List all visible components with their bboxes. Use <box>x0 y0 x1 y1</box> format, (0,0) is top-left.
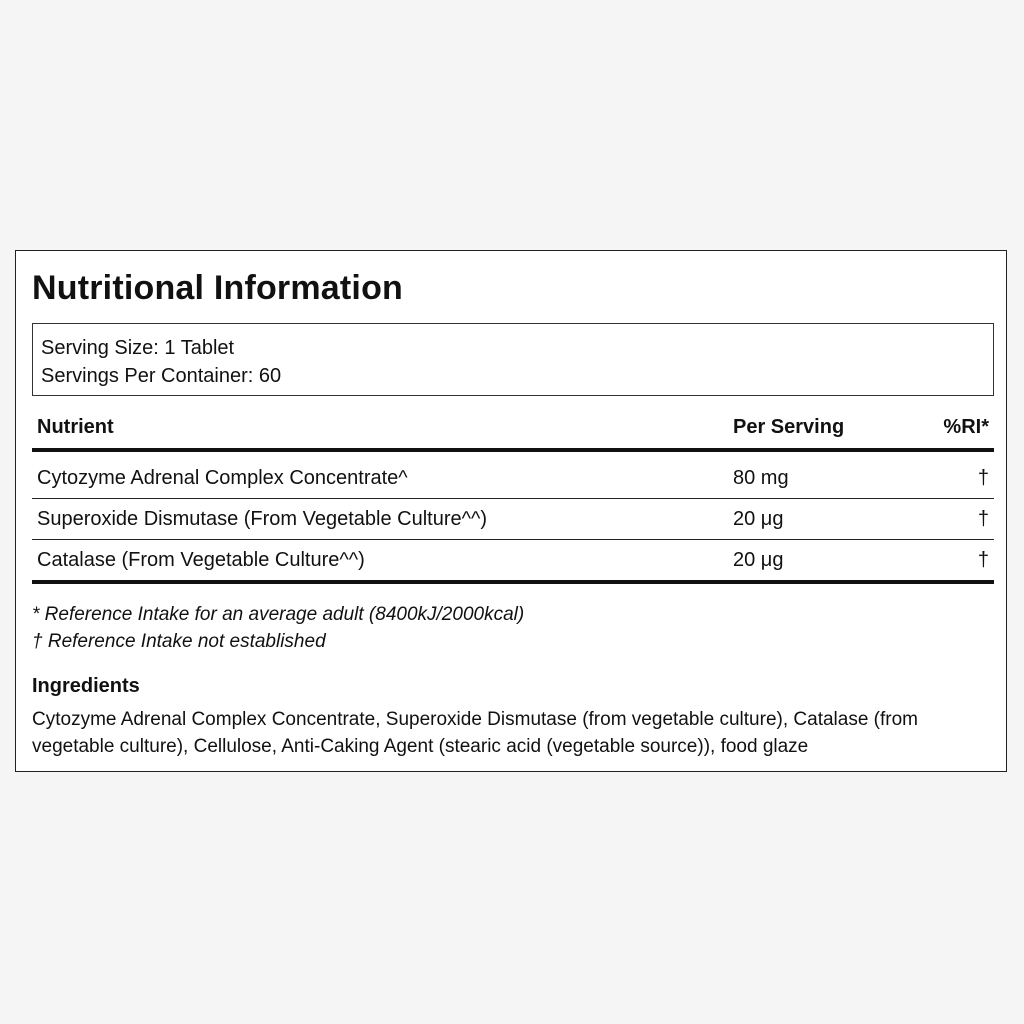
ri-value: † <box>977 467 989 489</box>
page-title: Nutritional Information <box>32 269 404 307</box>
header-per-serving: Per Serving <box>733 416 845 438</box>
per-serving-value: 20 μg <box>733 549 784 571</box>
ri-value: † <box>977 508 989 530</box>
nutrition-panel <box>15 250 1007 772</box>
serving-info-box <box>32 323 994 396</box>
nutrient-name: Catalase (From Vegetable Culture^^) <box>37 549 365 571</box>
per-serving-value: 80 mg <box>733 467 789 489</box>
serving-size: Serving Size: 1 Tablet <box>41 337 235 359</box>
table-body <box>32 452 994 584</box>
header-ri: %RI* <box>943 416 989 438</box>
nutrient-name: Superoxide Dismutase (From Vegetable Culture^^) <box>37 508 488 530</box>
servings-per-container: Servings Per Container: 60 <box>41 365 282 387</box>
header-nutrient: Nutrient <box>37 416 114 438</box>
table-row <box>32 458 994 499</box>
table-header-row <box>32 408 994 452</box>
footnotes <box>32 601 524 655</box>
ri-value: † <box>977 549 989 571</box>
footnote-not-established: † Reference Intake not established <box>32 631 326 652</box>
nutrient-table <box>32 408 994 584</box>
ingredients-heading: Ingredients <box>32 675 140 697</box>
per-serving-value: 20 μg <box>733 508 784 530</box>
footnote-reference-intake: * Reference Intake for an average adult (8400kJ/2000kcal) <box>32 604 525 625</box>
table-row <box>32 499 994 540</box>
ingredients-text: Cytozyme Adrenal Complex Concentrate, Superoxide Dismutase (from vegetable culture), Catalase (from vegetable culture), Cellulose, Anti-Caking Agent (stearic acid (vegetable source)), food glaze <box>32 709 918 757</box>
nutrient-name: Cytozyme Adrenal Complex Concentrate^ <box>37 467 408 489</box>
table-row <box>32 540 994 584</box>
